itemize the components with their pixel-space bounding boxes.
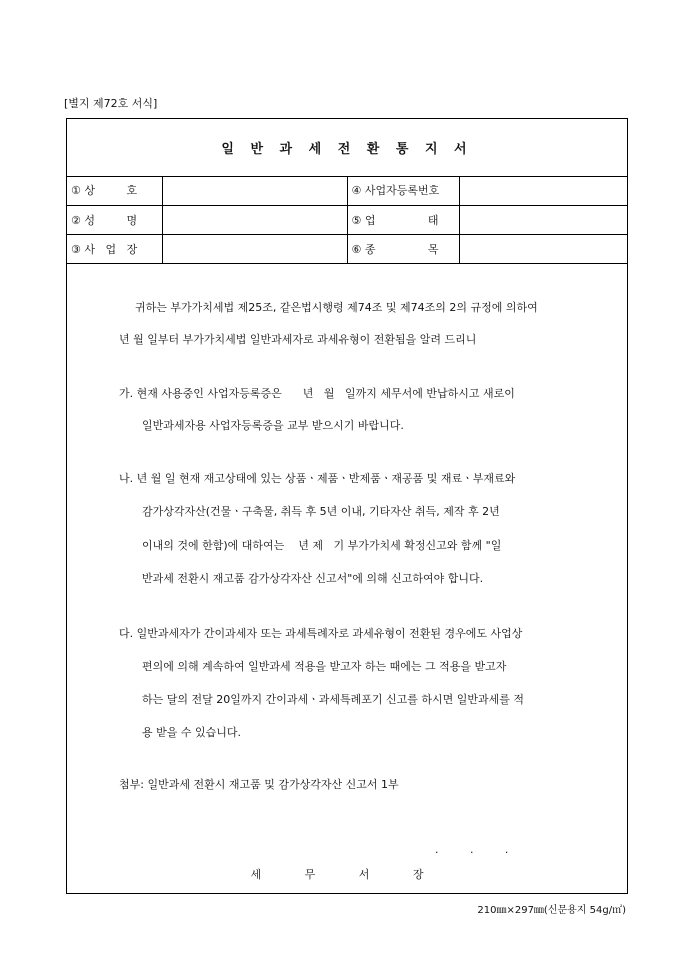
item-da-line-1: 다. 일반과세자가 간이과세자 또는 과세특례자로 과세유형이 전환된 경우에도 사업상 bbox=[119, 627, 523, 640]
item-na-line-2: 감가상각자산(건물ㆍ구축물, 취득 후 5년 이내, 기타자산 취득, 제작 후 2년 bbox=[142, 505, 500, 518]
business-type-field[interactable] bbox=[459, 205, 627, 234]
form-title: 일 반 과 세 전 환 통 지 서 bbox=[67, 119, 627, 177]
business-place-field[interactable] bbox=[162, 234, 347, 263]
notice-form bbox=[66, 118, 628, 894]
intro-line-1: 귀하는 부가가치세법 제25조, 같은법시행령 제74조 및 제74조의 2의 규정에 의하여 bbox=[135, 301, 538, 314]
attachment-line: 첨부: 일반과세 전환시 재고품 및 감가상각자산 신고서 1부 bbox=[119, 778, 399, 791]
item-ga-line-1: 가. 현재 사용중인 사업자등록증은 년 월 일까지 세무서에 반납하시고 새로이 bbox=[119, 387, 515, 400]
item-da-line-3: 하는 달의 전달 20일까지 간이과세ㆍ과세특례포기 신고를 하시면 일반과세를 적 bbox=[142, 693, 524, 706]
intro-line-2: 년 월 일부터 부가가치세법 일반과세자로 과세유형이 전환됨을 알려 드리니 bbox=[119, 333, 477, 346]
item-da-line-2: 편의에 의해 계속하여 일반과세 적용을 받고자 하는 때에는 그 적용을 받고자 bbox=[142, 660, 507, 673]
table-row bbox=[67, 176, 627, 205]
name-field[interactable] bbox=[162, 205, 347, 234]
business-item-field[interactable] bbox=[459, 234, 627, 263]
form-number-label: [별지 제72호 서식] bbox=[64, 97, 158, 110]
table-row bbox=[67, 205, 627, 234]
item-na-line-3: 이내의 것에 한함)에 대하여는 년 제 기 부가가치세 확정신고와 함께 "일 bbox=[142, 539, 502, 552]
item-na-line-1: 나. 년 월 일 현재 재고상태에 있는 상품ㆍ제품ㆍ반제품ㆍ재공품 및 재료ㆍ부재료와 bbox=[119, 472, 516, 485]
item-ga-line-2: 일반과세자용 사업자등록증을 교부 받으시기 바랍니다. bbox=[142, 419, 404, 432]
paper-spec-footnote: 210㎜×297㎜(신문용지 54g/㎡) bbox=[477, 905, 626, 916]
business-reg-number-field[interactable] bbox=[459, 176, 627, 205]
label-business-place: ③ 사 업 장 bbox=[67, 234, 162, 263]
item-da-line-4: 용 받을 수 있습니다. bbox=[142, 726, 241, 739]
info-table bbox=[67, 176, 627, 264]
label-business-item: ⑥ 종 목 bbox=[347, 234, 459, 263]
date-field[interactable]: . . . bbox=[435, 843, 509, 856]
item-na-line-4: 반과세 전환시 재고품 감가상각자산 신고서"에 의해 신고하여야 합니다. bbox=[142, 572, 484, 585]
table-row bbox=[67, 234, 627, 263]
label-business-reg-number: ④ 사업자등록번호 bbox=[347, 176, 459, 205]
label-company-name: ① 상 호 bbox=[67, 176, 162, 205]
label-business-type: ⑤ 업 태 bbox=[347, 205, 459, 234]
label-name: ② 성 명 bbox=[67, 205, 162, 234]
company-name-field[interactable] bbox=[162, 176, 347, 205]
signer-tax-office-head: 세 무 서 장 bbox=[250, 868, 444, 881]
